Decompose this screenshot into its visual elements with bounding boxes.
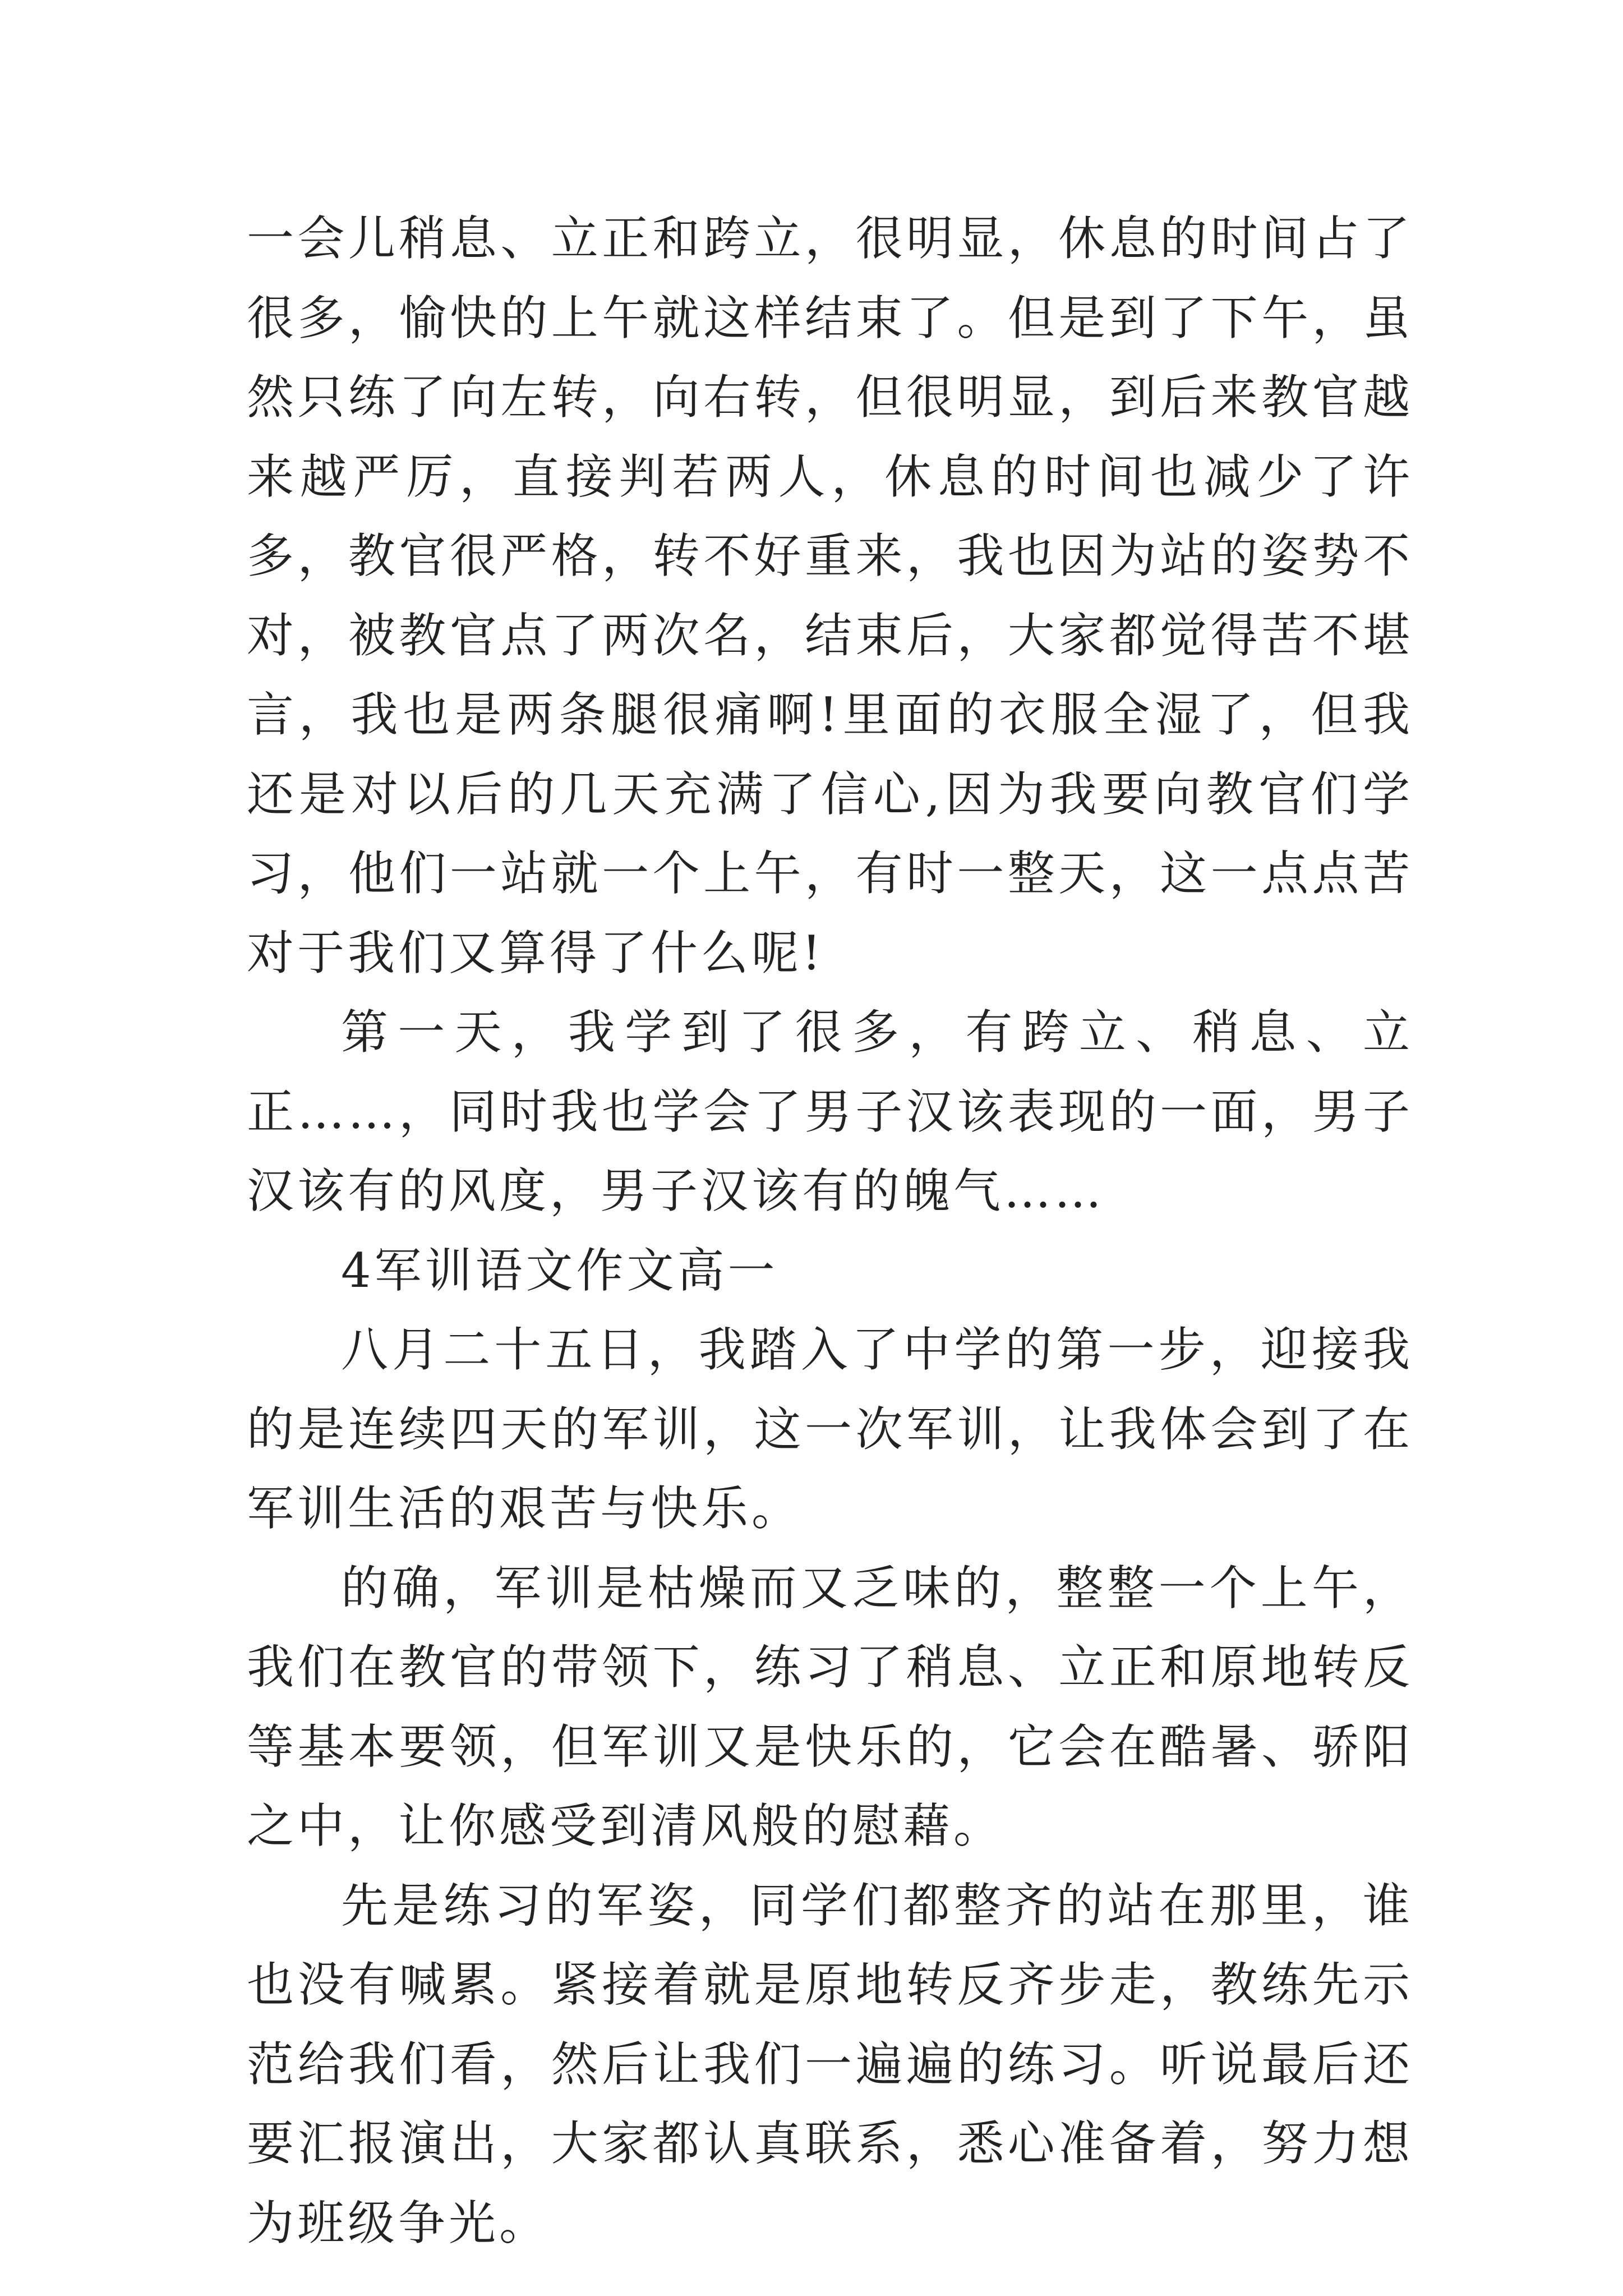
paragraph-intro: 八月二十五日，我踏入了中学的第一步，迎接我的是连续四天的军训，这一次军训，让我体会到了在军训生活的艰苦与快乐。 [247, 1322, 1413, 1536]
essay-heading: 4军训语文作文高一 [341, 1243, 778, 1298]
paragraph-first-day-summary: 第一天，我学到了很多，有跨立、稍息、立正……，同时我也学会了男子汉该表现的一面，男子汉该有的风度，男子汉该有的魄气…… [247, 1005, 1413, 1218]
paragraph-practice: 先是练习的军姿，同学们都整齐的站在那里，谁也没有喊累。紧接着就是原地转反齐步走，教练先示范给我们看，然后让我们一遍遍的练习。听说最后还要汇报演出，大家都认真联系，悉心准备着，努力想为班级争光。 [247, 1878, 1413, 2251]
paragraph-training-morning: 的确，军训是枯燥而又乏味的，整整一个上午，我们在教官的带领下，练习了稍息、立正和原地转反等基本要领，但军训又是快乐的，它会在酷暑、骄阳之中，让你感受到清风般的慰藉。 [247, 1560, 1413, 1853]
document-body [247, 199, 1413, 2263]
paragraph-continued: 一会儿稍息、立正和跨立，很明显，休息的时间占了很多，愉快的上午就这样结束了。但是到了下午，虽然只练了向左转，向右转，但很明显，到后来教官越来越严厉，直接判若两人，休息的时间也减少了许多，教官很严格，转不好重来，我也因为站的姿势不对，被教官点了两次名，结束后，大家都觉得苦不堪言，我也是两条腿很痛啊!里面的衣服全湿了，但我还是对以后的几天充满了信心,因为我要向教官们学习，他们一站就一个上午，有时一整天，这一点点苦对于我们又算得了什么呢! [247, 211, 1413, 981]
